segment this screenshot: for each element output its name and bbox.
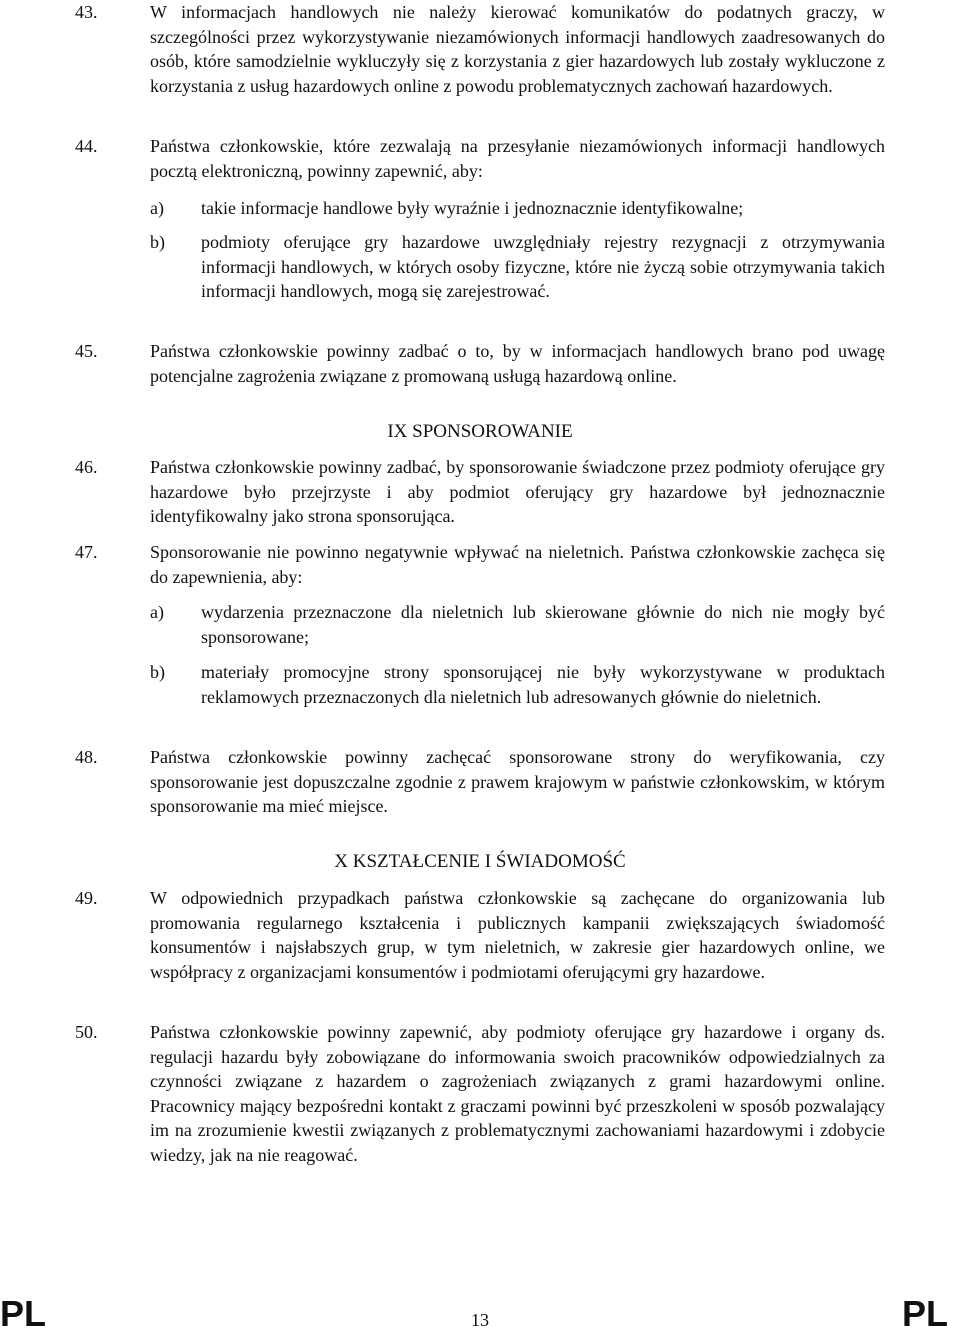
paragraph-50 (75, 1020, 885, 1167)
list-item-44a (150, 196, 885, 221)
paragraph-49 (75, 886, 885, 984)
paragraph-number: 47. (75, 542, 98, 562)
paragraph-text: Państwa członkowskie powinny zadbać o to, by w informacjach handlowych brano pod uwagę potencjalne zagrożenia związane z promowaną usługą hazardową online. (150, 341, 885, 386)
paragraph-number: 50. (75, 1022, 98, 1042)
paragraph-number: 43. (75, 2, 98, 22)
paragraph-text: W informacjach handlowych nie należy kierować komunikatów do podatnych graczy, w szczególności przez wykorzystywanie niezamówionych informacji handlowych zaadresowanych do osób, które samodzielnie wykluczyły się z korzystania z gier hazardowych lub zostały wykluczone z korzystania z usług hazardowych online z powodu problematycznych zachowań hazardowych. (150, 2, 885, 96)
list-item-label: a) (150, 602, 164, 622)
paragraph-number: 46. (75, 457, 98, 477)
list-item-47b (150, 660, 885, 709)
paragraph-number: 45. (75, 341, 98, 361)
paragraph-44 (75, 134, 885, 183)
paragraph-number: 48. (75, 747, 98, 767)
list-item-text: wydarzenia przeznaczone dla nieletnich lub skierowane głównie do nich nie mogły być sponsorowane; (201, 602, 885, 647)
paragraph-43 (75, 0, 885, 98)
list-item-label: b) (150, 662, 165, 682)
list-item-text: podmioty oferujące gry hazardowe uwzględniały rejestry rezygnacji z otrzymywania informacji handlowych, w których osoby fizyczne, które nie życzą sobie otrzymywania takich informacji handlowych, mogą się zarejestrować. (201, 232, 885, 301)
paragraph-48 (75, 745, 885, 819)
paragraph-45 (75, 339, 885, 388)
paragraph-text: Sponsorowanie nie powinno negatywnie wpływać na nieletnich. Państwa członkowskie zachęca się do zapewnienia, aby: (150, 542, 885, 587)
paragraph-47 (75, 540, 885, 589)
footer-language-right: PL (902, 1293, 949, 1334)
paragraph-text: Państwa członkowskie powinny zachęcać sponsorowane strony do weryfikowania, czy sponsorowanie jest dopuszczalne zgodnie z prawem krajowym w państwie członkowskim, w którym sponsorowanie ma mieć miejsce. (150, 747, 885, 816)
section-heading-education: X KSZTAŁCENIE I ŚWIADOMOŚĆ (334, 851, 626, 872)
list-item-label: b) (150, 232, 165, 252)
section-heading-sponsorship: IX SPONSOROWANIE (387, 421, 573, 442)
paragraph-number: 49. (75, 888, 98, 908)
page-number: 13 (471, 1310, 489, 1330)
list-item-text: materiały promocyjne strony sponsorującej nie były wykorzystywane w produktach reklamowych przeznaczonych dla nieletnich lub adresowanych głównie do nieletnich. (201, 662, 885, 707)
paragraph-46 (75, 455, 885, 529)
paragraph-number: 44. (75, 136, 98, 156)
list-item-label: a) (150, 198, 164, 218)
list-item-47a (150, 600, 885, 649)
list-item-44b (150, 230, 885, 304)
paragraph-text: Państwa członkowskie, które zezwalają na przesyłanie niezamówionych informacji handlowych pocztą elektroniczną, powinny zapewnić, aby: (150, 136, 885, 181)
paragraph-text: Państwa członkowskie powinny zapewnić, aby podmioty oferujące gry hazardowe i organy ds. regulacji hazardu były zobowiązane do informowania swoich pracowników odpowiedzialnych za czynności związane z hazardem o zagrożeniach związanych z grami hazardowymi online. Pracownicy mający bezpośredni kontakt z graczami powinni być przeszkoleni w sposób pozwalający im na zrozumienie kwestii związanych z problematycznymi zachowaniami hazardowymi i zdobycie wiedzy, jak na nie reagować. (150, 1022, 885, 1165)
footer-language-left: PL (0, 1293, 47, 1334)
paragraph-text: Państwa członkowskie powinny zadbać, by sponsorowanie świadczone przez podmioty oferujące gry hazardowe było przejrzyste i aby podmiot oferujący gry hazardowe był jednoznacznie identyfikowalny jako strona sponsorująca. (150, 457, 885, 526)
paragraph-text: W odpowiednich przypadkach państwa członkowskie są zachęcane do organizowania lub promowania regularnego kształcenia i publicznych kampanii zwiększających świadomość konsumentów i najsłabszych grup, w tym nieletnich, w zakresie gier hazardowych online, we współpracy z organizacjami konsumentów i podmiotami oferującymi gry hazardowe. (150, 888, 885, 982)
list-item-text: takie informacje handlowe były wyraźnie i jednoznacznie identyfikowalne; (201, 198, 744, 218)
